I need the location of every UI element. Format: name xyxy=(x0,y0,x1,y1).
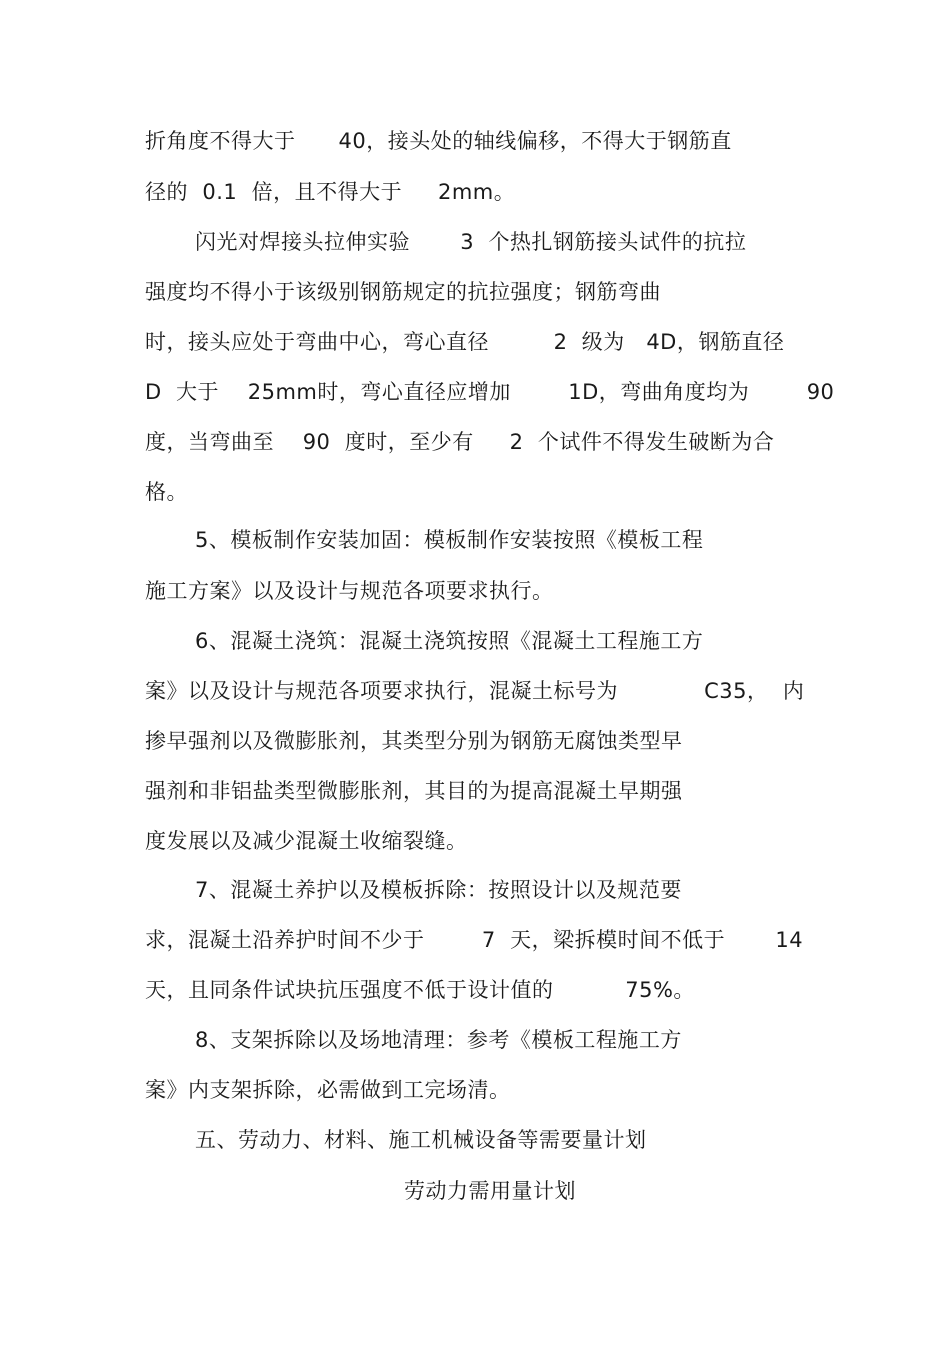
text-line: 闪光对焊接头拉伸实验 3 个热扎钢筋接头试件的抗拉 xyxy=(195,230,747,254)
text-line: 度发展以及减少混凝土收缩裂缝。 xyxy=(145,829,468,853)
text-line: 施工方案》以及设计与规范各项要求执行。 xyxy=(145,579,554,603)
text-line: 天，且同条件试块抗压强度不低于设计值的 75%。 xyxy=(145,978,695,1002)
text-line: 时，接头应处于弯曲中心，弯心直径 2 级为 4D，钢筋直径 xyxy=(145,330,785,354)
text-line: D 大于 25mm时，弯心直径应增加 1D，弯曲角度均为 90 xyxy=(145,380,835,404)
text-line: 案》以及设计与规范各项要求执行，混凝土标号为 C35， 内 xyxy=(145,679,805,703)
text-line: 求，混凝土沿养护时间不少于 7 天，梁拆模时间不低于 14 xyxy=(145,928,804,952)
text-line: 案》内支架拆除，必需做到工完场清。 xyxy=(145,1078,511,1102)
text-line: 度，当弯曲至 90 度时，至少有 2 个试件不得发生破断为合 xyxy=(145,430,775,454)
text-line: 6、混凝土浇筑：混凝土浇筑按照《混凝土工程施工方 xyxy=(195,629,704,653)
text-line: 径的 0.1 倍，且不得大于 2mm。 xyxy=(145,180,516,204)
text-line: 折角度不得大于 40，接头处的轴线偏移，不得大于钢筋直 xyxy=(145,129,732,153)
text-line: 8、支架拆除以及场地清理：参考《模板工程施工方 xyxy=(195,1028,682,1052)
text-line: 强剂和非铝盐类型微膨胀剂，其目的为提高混凝土早期强 xyxy=(145,779,683,803)
text-line: 7、混凝土养护以及模板拆除：按照设计以及规范要 xyxy=(195,878,682,902)
section-heading: 五、劳动力、材料、施工机械设备等需要量计划 xyxy=(195,1128,647,1152)
table-title: 劳动力需用量计划 xyxy=(404,1179,576,1203)
text-line: 掺早强剂以及微膨胀剂，其类型分别为钢筋无腐蚀类型早 xyxy=(145,729,683,753)
text-line: 5、模板制作安装加固：模板制作安装按照《模板工程 xyxy=(195,528,704,552)
text-line: 强度均不得小于该级别钢筋规定的抗拉强度；钢筋弯曲 xyxy=(145,280,661,304)
text-line: 格。 xyxy=(145,480,188,504)
